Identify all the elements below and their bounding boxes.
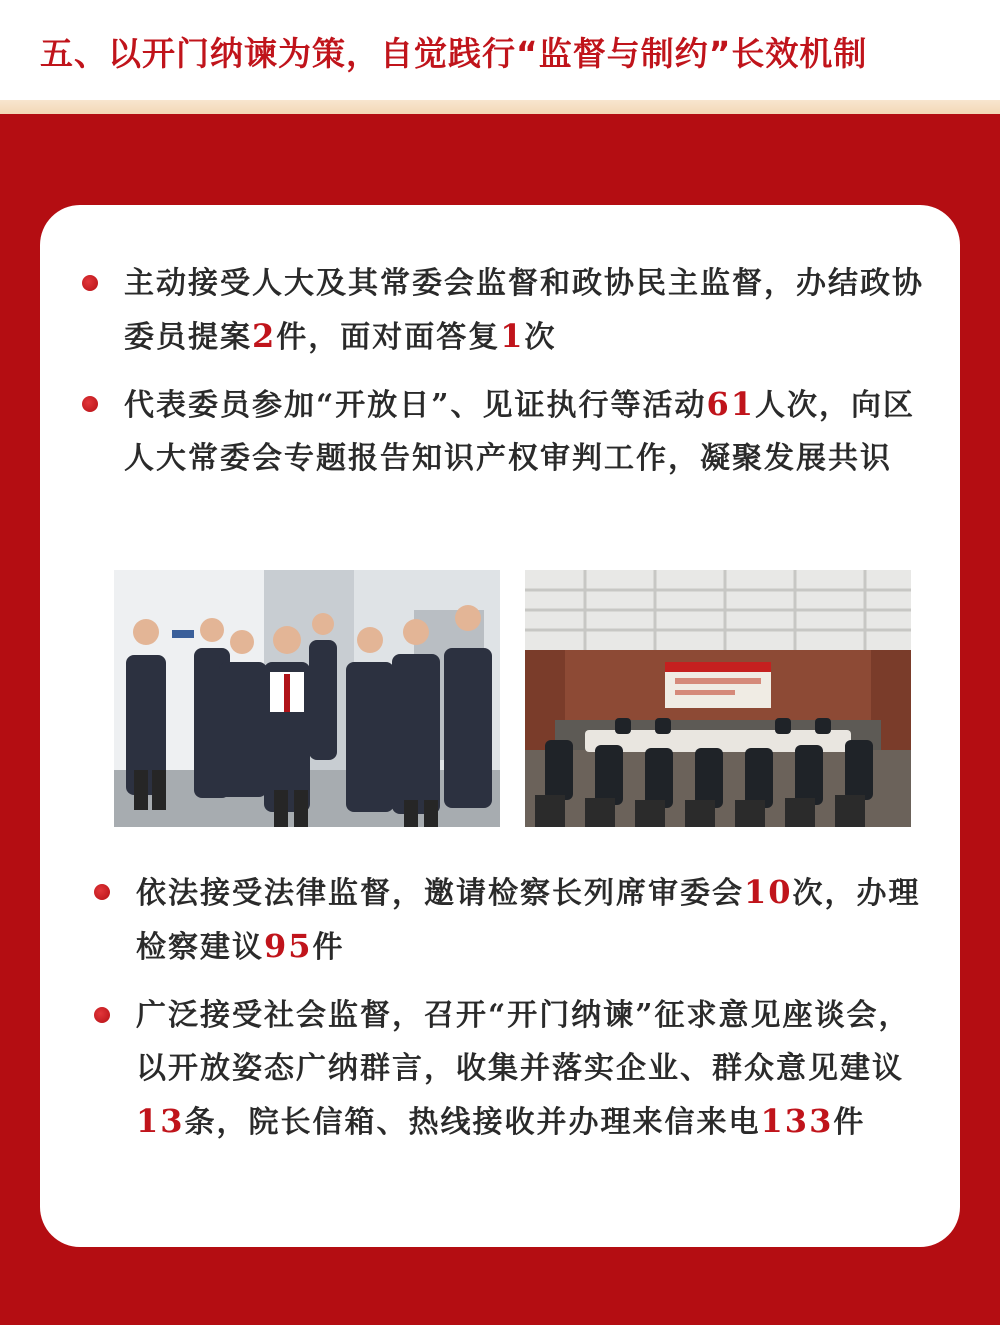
- list-item-2: [124, 378, 924, 485]
- bullet-icon: [94, 884, 110, 900]
- item-4-number-a: 13: [136, 1102, 185, 1140]
- list-item-3: [136, 866, 936, 974]
- item-1-number-b: 1: [500, 317, 525, 355]
- item-1-text-post: 次: [524, 320, 557, 355]
- group-visit-photo-icon: [114, 570, 500, 827]
- item-4-number-b: 133: [760, 1102, 834, 1140]
- item-1-text-pre: 主动接受人大及其常委会监督和政协民主监督，办结政协委员提案: [124, 266, 924, 355]
- item-2-number-a: 61: [706, 385, 756, 423]
- item-1-text-mid: 件，面对面答复: [276, 320, 501, 355]
- item-3-text-mid: 次，办理检察建议: [136, 876, 921, 965]
- page-title: 五、以开门纳谏为策，自觉践行“监督与制约”长效机制: [40, 34, 868, 73]
- item-2-text-pre: 代表委员参加“开放日”、见证执行等活动: [124, 388, 707, 423]
- item-3-text-pre: 依法接受法律监督，邀请检察长列席审委会: [136, 876, 744, 911]
- bullet-icon: [94, 1007, 110, 1023]
- header-divider-strip: [0, 100, 1000, 114]
- item-1-number-a: 2: [252, 317, 277, 355]
- list-item-4: [136, 989, 936, 1149]
- header: [0, 0, 1000, 100]
- bullet-icon: [82, 275, 98, 291]
- item-4-text-post: 件: [833, 1105, 866, 1140]
- bullet-icon: [82, 396, 98, 412]
- item-3-number-b: 95: [264, 927, 313, 965]
- item-3-number-a: 10: [744, 873, 793, 911]
- item-3-text-post: 件: [312, 930, 345, 965]
- list-item-1: [124, 257, 924, 364]
- item-4-text-mid: 条，院长信箱、热线接收并办理来信来电: [184, 1105, 761, 1140]
- content-card: [40, 205, 960, 1247]
- item-4-text-pre: 广泛接受社会监督，召开“开门纳谏”征求意见座谈会，以开放姿态广纳群言，收集并落实企业、群众意见建议: [136, 998, 911, 1086]
- conference-meeting-photo-icon: [525, 570, 911, 827]
- item-2-text-post: 人次，向区人大常委会专题报告知识产权审判工作，凝聚发展共识: [124, 388, 916, 476]
